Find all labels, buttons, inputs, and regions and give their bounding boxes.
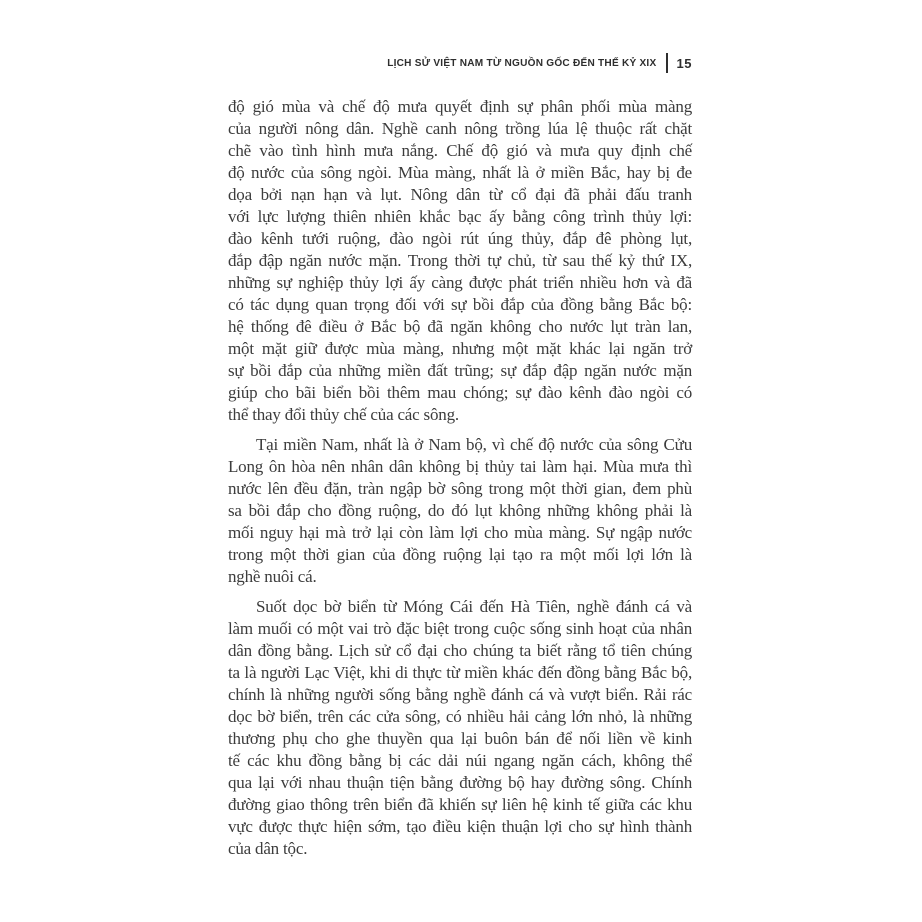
paragraph-3 xyxy=(228,596,692,860)
text-line: độ gió mùa và chế độ mưa quyết định sự phân phối mùa màng xyxy=(228,97,692,116)
text-line: Tại miền Nam, nhất là ở Nam bộ, vì chế độ nước của sông Cửu xyxy=(256,435,692,454)
paragraph-2 xyxy=(228,434,692,588)
text-line: qua lại với nhau thuận tiện bằng đường bộ hay đường sông. Chính xyxy=(228,773,692,792)
text-line: của dân tộc. xyxy=(228,839,308,858)
text-line: mối nguy hại mà trở lại còn làm lợi cho mùa màng. Sự ngập nước xyxy=(228,523,692,542)
text-line: giúp cho bãi biển bồi thêm mau chóng; sự đào kênh đào ngòi có xyxy=(228,383,692,402)
page-body xyxy=(228,96,692,860)
text-line: làm muối có một vai trò đặc biệt trong cuộc sống sinh hoạt của nhân xyxy=(228,619,692,638)
text-line: chính là những người sống bằng nghề đánh cá và vượt biển. Rải rác xyxy=(228,685,692,704)
text-line: hệ thống đê điều ở Bắc bộ đã ngăn không cho nước lụt tràn lan, xyxy=(228,317,692,336)
text-line: chẽ vào tình hình mưa nắng. Chế độ gió và mưa quy định chế xyxy=(228,141,692,160)
header-divider xyxy=(666,53,668,73)
text-line: nghề nuôi cá. xyxy=(228,567,317,586)
page-number: 15 xyxy=(676,55,692,71)
text-line: những sự nghiệp thủy lợi ấy càng được phát triển nhiều hơn và đã xyxy=(228,273,692,292)
text-line: có tác dụng quan trọng đối với sự bồi đắp của đồng bằng Bắc bộ: xyxy=(228,295,692,314)
text-line: thể thay đổi thủy chế của các sông. xyxy=(228,405,459,424)
running-title: LỊCH SỬ VIỆT NAM TỪ NGUỒN GỐC ĐẾN THẾ KỶ XIX xyxy=(387,57,657,69)
text-line: dọa bởi nạn hạn và lụt. Nông dân từ cổ đại đã phải đấu tranh xyxy=(228,185,692,204)
text-line: đường giao thông trên biển đã khiến sự liên hệ kinh tế giữa các khu xyxy=(228,795,692,814)
text-line: Long ôn hòa nên nhân dân không bị thủy tai làm hại. Mùa mưa thì xyxy=(228,457,692,476)
text-line: ta là người Lạc Việt, khi di thực từ miền khác đến đồng bằng Bắc bộ, xyxy=(228,663,692,682)
text-line: dọc bờ biển, trên các cửa sông, có nhiều hải cảng lớn nhỏ, là những xyxy=(228,707,692,726)
text-line: dân đồng bằng. Lịch sử cổ đại cho chúng ta biết rằng tổ tiên chúng xyxy=(228,641,692,660)
running-header xyxy=(228,54,692,72)
text-line: thương phụ cho ghe thuyền qua lại buôn bán để nối liền về kinh xyxy=(228,729,692,748)
paragraph-1 xyxy=(228,96,692,426)
text-line: nước lên đều đặn, tràn ngập bờ sông trong một thời gian, đem phù xyxy=(228,479,692,498)
text-line: với lực lượng thiên nhiên khắc bạc ấy bằng công trình thủy lợi: xyxy=(228,207,692,226)
text-line: của người nông dân. Nghề canh nông trồng lúa lệ thuộc rất chặt xyxy=(228,119,692,138)
text-line: sa bồi đắp cho đồng ruộng, do đó lụt không những không phải là xyxy=(228,501,692,520)
text-line: Suốt dọc bờ biển từ Móng Cái đến Hà Tiên, nghề đánh cá và xyxy=(256,597,692,616)
text-line: một mặt giữ được mùa màng, nhưng một mặt khác lại ngăn trở xyxy=(228,339,692,358)
text-line: đào kênh tưới ruộng, đào ngòi rút úng thủy, đắp đê phòng lụt, xyxy=(228,229,692,248)
text-line: trong một thời gian của đồng ruộng lại tạo ra một mối lợi lớn là xyxy=(228,545,692,564)
text-line: sự bồi đắp của những miền đất trũng; sự đắp đập ngăn nước mặn xyxy=(228,361,692,380)
text-line: độ nước của sông ngòi. Mùa màng, nhất là ở miền Bắc, hay bị đe xyxy=(228,163,692,182)
page-content xyxy=(228,54,692,860)
text-line: tế các khu đồng bằng bị các dải núi ngang ngăn cách, không thể xyxy=(228,751,692,770)
text-line: vực được thực hiện sớm, tạo điều kiện thuận lợi cho sự hình thành xyxy=(228,817,692,836)
text-line: đắp đập ngăn nước mặn. Trong thời tự chủ, từ sau thế kỷ thứ IX, xyxy=(228,251,692,270)
